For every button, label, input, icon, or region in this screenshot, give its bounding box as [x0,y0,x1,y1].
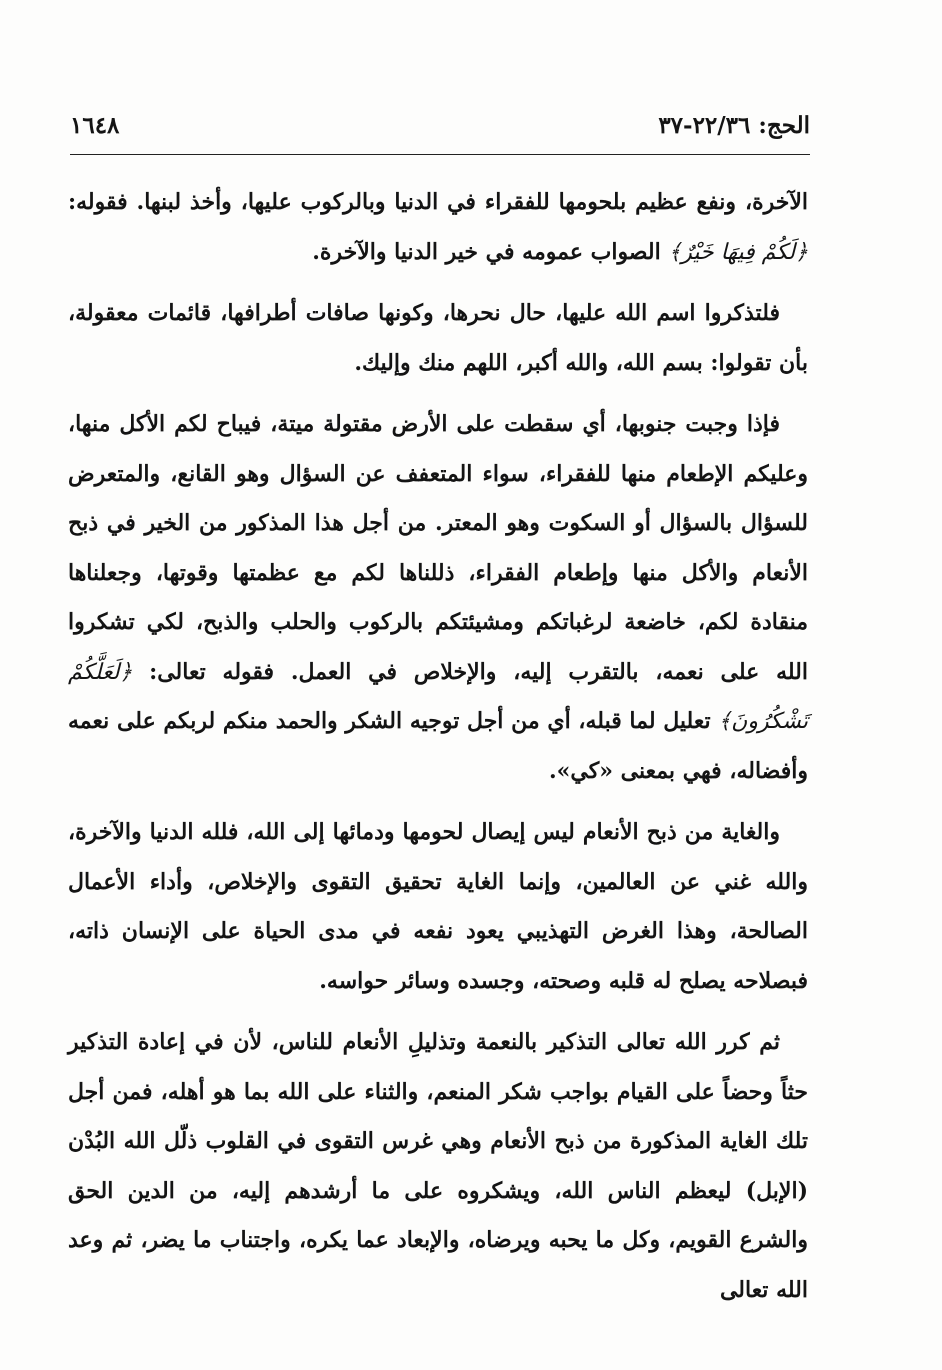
header-divider [70,154,810,155]
paragraph-text: فلتذكروا اسم الله عليها، حال نحرها، وكونها صافات أطرافها، قائمات معقولة، بأن تقولوا: بسم الله، والله أكبر، اللهم منك وإليك. [68,300,808,376]
paragraph [68,178,808,277]
paragraph-text: فإذا وجبت جنوبها، أي سقطت على الأرض مقتولة ميتة، فيباح لكم الأكل منها، وعليكم الإطعام منها للفقراء، سواء المتعفف عن السؤال وهو القانع، والمتعرض للسؤال بالسؤال أو السكوت وهو المعتر. من أجل هذا المذكور من الخير في ذبح الأنعام والأكل منها وإطعام الفقراء، ذللناها لكم مع عظمتها وقوتها، وجعلناها منقادة لكم، خاضعة لرغباتكم ومشيئتكم بالركوب والحلب والذبح، لكي تشكروا الله على نعمه، بالتقرب إليه، والإخلاص في العمل. فقوله تعالى: [68,411,808,685]
paragraph [68,1018,808,1315]
paragraph [68,808,808,1006]
page-number: ١٦٤٨ [70,112,120,139]
paragraph-text: الصواب عمومه في خير الدنيا والآخرة. [312,238,669,265]
paragraph [68,289,808,388]
paragraph-text: تعليل لما قبله، أي من أجل توجيه الشكر والحمد منكم لربكم على نعمه وأفضاله، فهي بمعنى «كي». [68,708,808,784]
paragraph [68,400,808,796]
quran-quote: ﴿لَعَلَّكُمْ تَشْكُرُونَ﴾ [68,659,808,734]
quran-quote: ﴿لَكُمْ فِيهَا خَيْرٌ﴾ [668,239,808,265]
paragraph-text: والغاية من ذبح الأنعام ليس إيصال لحومها ودمائها إلى الله، فلله الدنيا والآخرة، والله غني عن العالمين، وإنما الغاية تحقيق التقوى والإخلاص، وأداء الأعمال الصالحة، وهذا الغرض التهذيبي يعود نفعه في مدى الحياة على الإنسان ذاته، فبصلاحه يصلح له قلبه وصحته، وجسده وسائر حواسه. [68,819,808,994]
surah-verse-reference: الحج: ٢٢/٣٦-٣٧ [658,112,810,139]
paragraph-text: ثم كرر الله تعالى التذكير بالنعمة وتذليلِ الأنعام للناس، لأن في إعادة التذكير حثاً وحضاً على القيام بواجب شكر المنعم، والثناء على الله بما هو أهله، فمن أجل تلك الغاية المذكورة من ذبح الأنعام وهي غرس التقوى في القلوب ذلّل الله البُدْن (الإبل) ليعظم الناس الله، ويشكروه على ما أرشدهم إليه، من الدين الحق والشرع القويم، وكل ما يحبه ويرضاه، والإبعاد عما يكره، واجتناب ما يضر، ثم وعد الله تعالى [68,1029,808,1303]
body-text [68,178,808,1327]
paragraph-text: الآخرة، ونفع عظيم بلحومها للفقراء في الدنيا وبالركوب عليها، وأخذ لبنها. فقوله: [68,189,808,215]
running-header [70,112,810,152]
